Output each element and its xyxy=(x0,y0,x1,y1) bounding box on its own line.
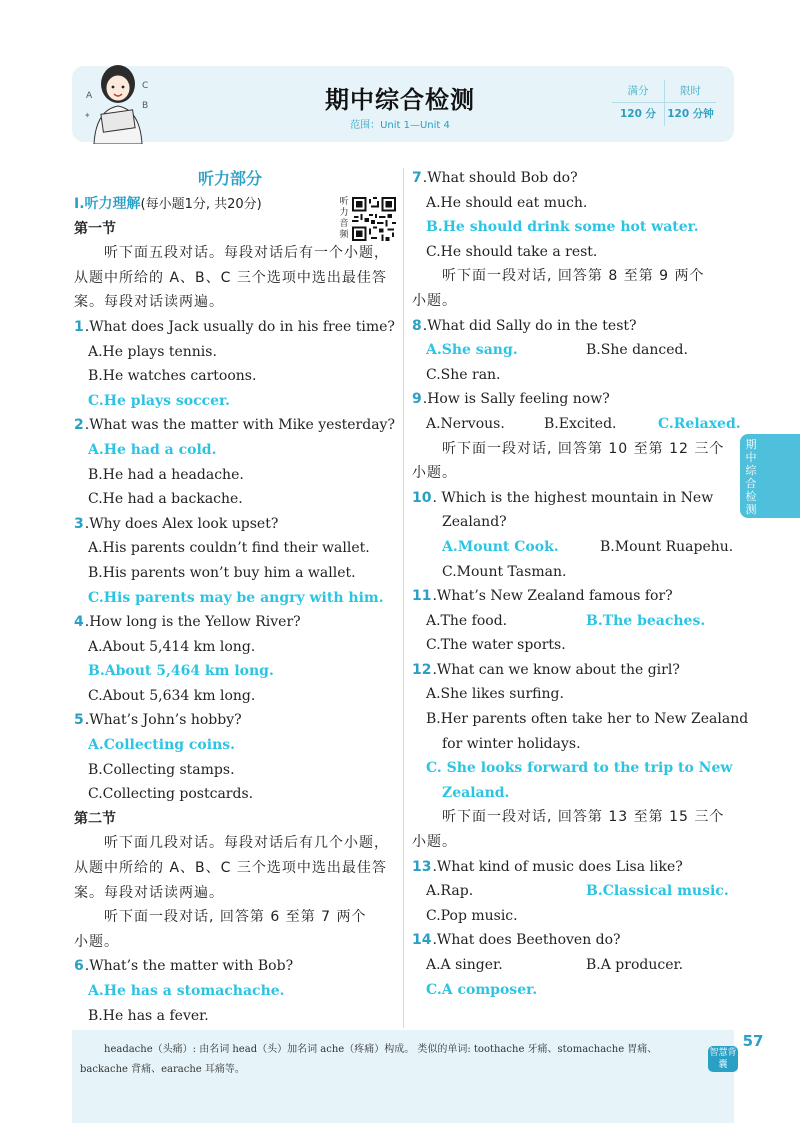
answer-option: B.Classical music. xyxy=(586,883,729,900)
answer-option: C.His parents may be angry with him. xyxy=(88,589,384,606)
instruction-line: 小题。 xyxy=(412,834,457,851)
vocabulary-note xyxy=(80,1040,700,1080)
option-row xyxy=(412,338,736,363)
option-row xyxy=(412,412,741,437)
instruction-line: 听下面几段对话。每段对话后有几个小题， xyxy=(104,835,389,852)
question-9: 9.How is Sally feeling now? xyxy=(412,391,610,408)
question-11: 11.What’s New Zealand famous for? xyxy=(412,588,673,605)
instruction-line: 案。每段对话读两遍。 xyxy=(74,294,224,311)
part-label: Ⅰ.听力理解 xyxy=(74,196,141,212)
option: A.Nervous. xyxy=(426,415,505,432)
answer-option: A.She sang. xyxy=(426,342,518,359)
answer-option: C.He plays soccer. xyxy=(88,392,230,409)
instruction-line: 从题中所给的 A、B、C 三个选项中选出最佳答 xyxy=(74,269,387,286)
question-2: 2.What was the matter with Mike yesterday? xyxy=(74,417,395,434)
option: C.Mount Tasman. xyxy=(442,563,567,580)
qr-label: 听力音频 xyxy=(339,197,349,240)
question-3: 3.Why does Alex look upset? xyxy=(74,515,279,532)
option: A.Rap. xyxy=(426,883,474,900)
subsection-1: 第一节 xyxy=(74,220,116,237)
page-number: 57 xyxy=(742,1032,764,1050)
option: C.About 5,634 km long. xyxy=(88,687,256,704)
option: B.A producer. xyxy=(586,957,684,973)
unit-range: 范围：Unit 1—Unit 4 xyxy=(350,120,450,131)
question-5: 5.What’s John’s hobby? xyxy=(74,712,242,729)
option: C.Pop music. xyxy=(426,907,518,924)
option-row xyxy=(412,953,736,978)
answer-option: B.About 5,464 km long. xyxy=(88,663,274,680)
note-line: headache（头痛）: 由名词 head（头）加名词 ache（疼痛）构成。 类似的单词: toothache 牙痛、stomachache 胃痛、 xyxy=(104,1044,658,1055)
instruction-line: 案。每段对话读两遍。 xyxy=(74,884,224,901)
question-4: 4.How long is the Yellow River? xyxy=(74,614,301,631)
time-limit-label: 限时 xyxy=(664,80,716,103)
question-13: 13.What kind of music does Lisa like? xyxy=(412,858,683,875)
option: B.Collecting stamps. xyxy=(88,761,235,778)
option: A.About 5,414 km long. xyxy=(88,638,256,655)
audio-qr[interactable] xyxy=(338,197,396,243)
option: B.He had a headache. xyxy=(88,466,244,483)
option: A.A singer. xyxy=(426,957,503,973)
instruction-line: 听下面一段对话, 回答第 6 至第 7 两个 xyxy=(104,909,367,926)
option: B.He watches cartoons. xyxy=(88,368,257,385)
question-8: 8.What did Sally do in the test? xyxy=(412,317,637,334)
question-6: 6.What’s the matter with Bob? xyxy=(74,958,294,975)
answer-option: B.The beaches. xyxy=(586,612,706,629)
qr-code-icon xyxy=(352,197,396,241)
option: A.He should eat much. xyxy=(426,194,588,211)
option-cont: for winter holidays. xyxy=(442,735,581,752)
option: B.He has a fever. xyxy=(88,1007,209,1024)
answer-option: A.He has a stomachache. xyxy=(88,983,285,999)
instruction-line: 小题。 xyxy=(412,292,457,309)
option-row xyxy=(412,879,736,904)
option: A.The food. xyxy=(426,612,508,629)
option: C.She ran. xyxy=(426,366,501,383)
option: A.His parents couldn’t find their wallet. xyxy=(88,540,370,557)
page-title: 期中综合检测 xyxy=(325,86,475,114)
right-column xyxy=(412,166,749,1002)
question-14: 14.What does Beethoven do? xyxy=(412,932,621,949)
option-row xyxy=(412,609,736,634)
option: B.His parents won’t buy him a wallet. xyxy=(88,564,356,581)
option: C.Collecting postcards. xyxy=(88,786,254,803)
option: A.She likes surfing. xyxy=(426,686,564,703)
left-column xyxy=(74,166,396,1053)
instruction-line: 小题。 xyxy=(74,933,119,950)
option: B.Mount Ruapehu. xyxy=(600,538,734,555)
svg-text:B: B xyxy=(142,101,149,111)
side-tab-label: 期中综合检测 xyxy=(745,438,757,516)
option: C.The water sports. xyxy=(426,637,566,654)
full-score-label: 满分 xyxy=(612,80,664,103)
option: C.He should take a rest. xyxy=(426,243,598,260)
question-1: 1.What does Jack usually do in his free time? xyxy=(74,318,395,335)
svg-text:C: C xyxy=(142,81,149,91)
subsection-2: 第二节 xyxy=(74,810,116,827)
option: B.Excited. xyxy=(544,415,617,432)
svg-text:A: A xyxy=(86,91,93,101)
instruction-line: 听下面一段对话, 回答第 8 至第 9 两个 xyxy=(442,268,705,285)
answer-option: C.A composer. xyxy=(426,981,538,998)
instruction-line: 听下面一段对话, 回答第 10 至第 12 三个 xyxy=(442,440,725,457)
option: C.He had a backache. xyxy=(88,491,243,508)
answer-option: B.He should drink some hot water. xyxy=(426,219,699,236)
option: A.He plays tennis. xyxy=(88,343,217,360)
question-12: 12.What can we know about the girl? xyxy=(412,661,680,678)
score-time-box xyxy=(612,80,716,126)
option-row xyxy=(412,535,736,560)
instruction-line: 听下面一段对话, 回答第 13 至第 15 三个 xyxy=(442,809,725,826)
question-10: 10. Which is the highest mountain in New xyxy=(412,489,714,506)
answer-option: A.Mount Cook. xyxy=(442,538,559,555)
section-title: 听力部分 xyxy=(197,169,262,188)
chapter-side-tab[interactable] xyxy=(740,434,800,518)
answer-option: A.He had a cold. xyxy=(88,441,217,458)
question-7: 7.What should Bob do? xyxy=(412,170,578,186)
svg-text:✦: ✦ xyxy=(84,111,91,120)
answer-option: A.Collecting coins. xyxy=(88,737,236,754)
part-note: (每小题1分, 共20分) xyxy=(140,197,262,212)
note-line: backache 背痛、earache 耳痛等。 xyxy=(80,1064,245,1075)
instruction-line: 小题。 xyxy=(412,465,457,482)
option: B.She danced. xyxy=(586,342,688,359)
answer-option-cont: Zealand. xyxy=(442,784,510,801)
question-10-cont: Zealand? xyxy=(442,514,507,531)
time-limit-value: 120 分钟 xyxy=(664,103,716,126)
smart-pack-badge: 智慧背囊 xyxy=(709,1048,737,1070)
full-score-value: 120 分 xyxy=(619,108,657,120)
column-divider xyxy=(403,168,404,1028)
instruction-line: 听下面五段对话。每段对话后有一个小题， xyxy=(104,245,389,262)
answer-option: C.Relaxed. xyxy=(658,415,741,432)
instruction-line: 从题中所给的 A、B、C 三个选项中选出最佳答 xyxy=(74,860,387,877)
answer-option: C. She looks forward to the trip to New xyxy=(426,760,733,777)
option: B.Her parents often take her to New Zealand xyxy=(426,711,749,728)
